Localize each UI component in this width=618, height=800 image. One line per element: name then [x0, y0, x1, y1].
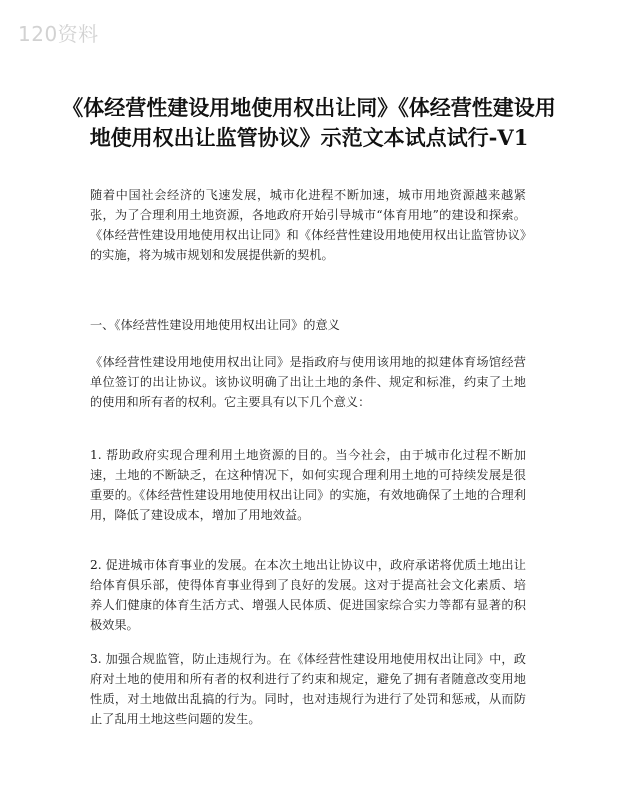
list-item-2: 2. 促进城市体育事业的发展。在本次土地出让协议中，政府承诺将优质土地出让给体育俱乐部，使得体育事业得到了良好的发展。这对于提高社会文化素质、培养人们健康的体育生活方式、增强人民体质、促进国家综合实力等都有显著的积极效果。 [90, 558, 526, 632]
list-item-1: 1. 帮助政府实现合理利用土地资源的目的。当今社会，由于城市化过程不断加速，土地的不断缺乏，在这种情况下，如何实现合理利用土地的可持续发展是很重要的。《体经营性建设用地使用权出让同》的实施，有效地确保了土地的合理利用，降低了建设成本，增加了用地效益。 [90, 448, 526, 522]
intro-paragraph: 随着中国社会经济的飞速发展，城市化进程不断加速，城市用地资源越来越紧张，为了合理利用土地资源，各地政府开始引导城市“体育用地”的建设和探索。《体经营性建设用地使用权出让同》和《体经营性建设用地使用权出让监管协议》的实施，将为城市规划和发展提供新的契机。 [90, 188, 526, 262]
list-item-3: 3. 加强合规监管，防止违规行为。在《体经营性建设用地使用权出让同》中，政府对土地的使用和所有者的权利进行了约束和规定，避免了拥有者随意改变用地性质，对土地做出乱搞的行为。同时，也对违规行为进行了处罚和惩戒，从而防止了乱用土地这些问题的发生。 [90, 652, 526, 726]
document-title: 《体经营性建设用地使用权出让同》《体经营性建设用地使用权出让监管协议》示范文本试点试行-V1 [62, 95, 556, 150]
section-heading: 一、《体经营性建设用地使用权出让同》的意义 [90, 318, 340, 332]
definition-paragraph: 《体经营性建设用地使用权出让同》是指政府与使用该用地的拟建体育场馆经营单位签订的出让协议。该协议明确了出让土地的条件、规定和标准，约束了土地的使用和所有者的权利。它主要具有以下几个意义： [90, 355, 526, 409]
watermark-logo: 120资料 [18, 22, 99, 46]
